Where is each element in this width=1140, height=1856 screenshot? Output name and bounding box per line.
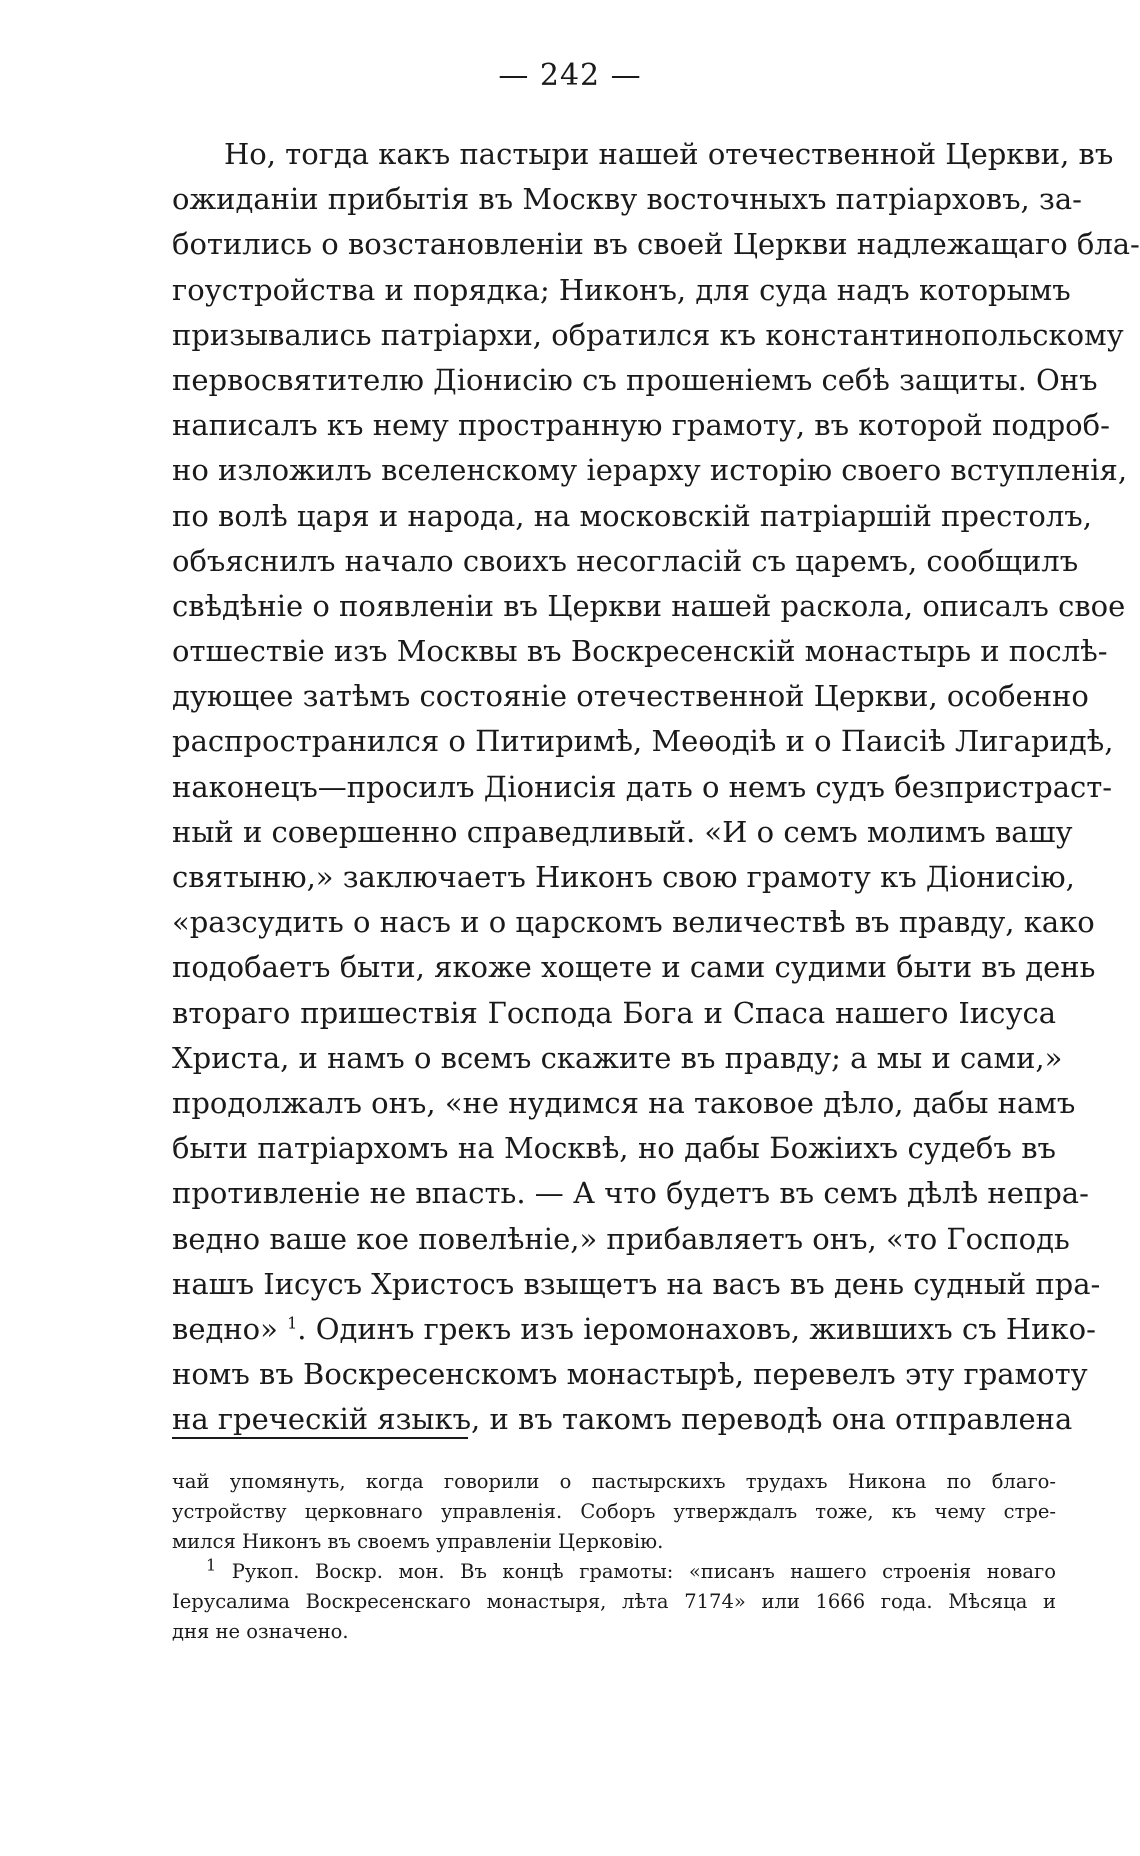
text-line: Но, тогда какъ пастыри нашей отечественной Церкви, въ: [224, 137, 1114, 171]
footnote-line: мился Никонъ въ своемъ управленіи Церковію.: [172, 1530, 664, 1553]
footnotes: [172, 1467, 1056, 1647]
text-line: втораго пришествія Господа Бога и Спаса нашего Іисуса: [172, 995, 1056, 1030]
text-line: призывались патріархи, обратился къ константинопольскому: [172, 317, 1124, 352]
text-line: быти патріархомъ на Москвѣ, но дабы Божіихъ судебъ въ: [172, 1131, 1056, 1166]
footnote-line: Іерусалима Воскресенскаго монастыря, лѣта 7174» или 1666 года. Мѣсяца и: [172, 1590, 1056, 1613]
footnote-1-line: [172, 1557, 1056, 1587]
text-line: ведно ваше кое повелѣніе,» прибавляетъ онъ, «то Господь: [172, 1221, 1070, 1256]
main-text: [172, 132, 1140, 1442]
text-line: объяснилъ начало своихъ несогласій съ царемъ, сообщилъ: [172, 543, 1079, 578]
text-fragment: . Одинъ грекъ изъ іеромонаховъ, жившихъ съ Нико-: [297, 1311, 1096, 1346]
text-line-with-footnote-ref: [172, 1307, 1096, 1352]
text-line: гоустройства и порядка; Никонъ, для суда надъ которымъ: [172, 272, 1071, 307]
footnote-line: дня не означено.: [172, 1620, 349, 1643]
text-line: святыню,» заключаетъ Никонъ свою грамоту къ Діонисію,: [172, 860, 1075, 894]
footnote-line: чай упомянуть, когда говорили о пастырскихъ трудахъ Никона по благо-: [172, 1470, 1056, 1493]
text-fragment: ведно»: [172, 1311, 288, 1346]
text-line: продолжалъ онъ, «не нудимся на таковое дѣло, дабы намъ: [172, 1085, 1076, 1120]
text-line: свѣдѣніе о появленіи въ Церкви нашей раскола, описалъ свое: [172, 588, 1126, 623]
text-line: «разсудить о насъ и о царскомъ величествѣ въ правду, како: [172, 905, 1095, 940]
text-line: подобаетъ быти, якоже хощете и сами судими быти въ день: [172, 950, 1096, 985]
text-line: но изложилъ вселенскому іерарху исторію своего вступленія,: [172, 453, 1128, 488]
footnote-divider: [172, 1437, 468, 1439]
text-line: противленіе не впасть. — А что будетъ въ семъ дѣлѣ непра-: [172, 1176, 1089, 1211]
text-line: ный и совершенно справедливый. «И о семъ молимъ вашу: [172, 814, 1073, 849]
text-line: по волѣ царя и народа, на московскій патріаршій престолъ,: [172, 498, 1092, 533]
text-line: ботились о возстановленіи въ своей Церкви надлежащаго бла-: [172, 227, 1140, 262]
footnote-text: Рукоп. Воскр. мон. Въ концѣ грамоты: «писанъ нашего строенія новаго: [216, 1560, 1056, 1583]
text-line: на греческій языкъ, и въ такомъ переводѣ она отправлена: [172, 1402, 1073, 1437]
text-line: дующее затѣмъ состояніе отечественной Церкви, особенно: [172, 679, 1089, 714]
text-line: номъ въ Воскресенскомъ монастырѣ, перевелъ эту грамоту: [172, 1357, 1088, 1392]
footnote-line: устройству церковнаго управленія. Соборъ утверждалъ тоже, къ чему стре-: [172, 1500, 1056, 1523]
text-line: распространился о Питиримѣ, Меѳодіѣ и о Паисіѣ Лигаридѣ,: [172, 724, 1114, 759]
text-line: Христа, и намъ о всемъ скажите въ правду; а мы и сами,»: [172, 1040, 1063, 1075]
page-number: — 242 —: [498, 58, 642, 93]
text-line: отшествіе изъ Москвы въ Воскресенскій монастырь и послѣ-: [172, 634, 1108, 669]
text-line: написалъ къ нему пространную грамоту, въ которой подроб-: [172, 408, 1110, 443]
text-line: ожиданіи прибытія въ Москву восточныхъ патріарховъ, за-: [172, 182, 1082, 217]
text-line: первосвятителю Діонисію съ прошеніемъ себѣ защиты. Онъ: [172, 362, 1098, 397]
text-line: наконецъ—просилъ Діонисія дать о немъ судъ безпристраст-: [172, 769, 1113, 804]
footnote-marker: 1: [206, 1555, 217, 1575]
footnote-reference[interactable]: 1: [287, 1313, 298, 1333]
text-line: нашъ Іисусъ Христосъ взыщетъ на васъ въ день судный пра-: [172, 1266, 1101, 1301]
